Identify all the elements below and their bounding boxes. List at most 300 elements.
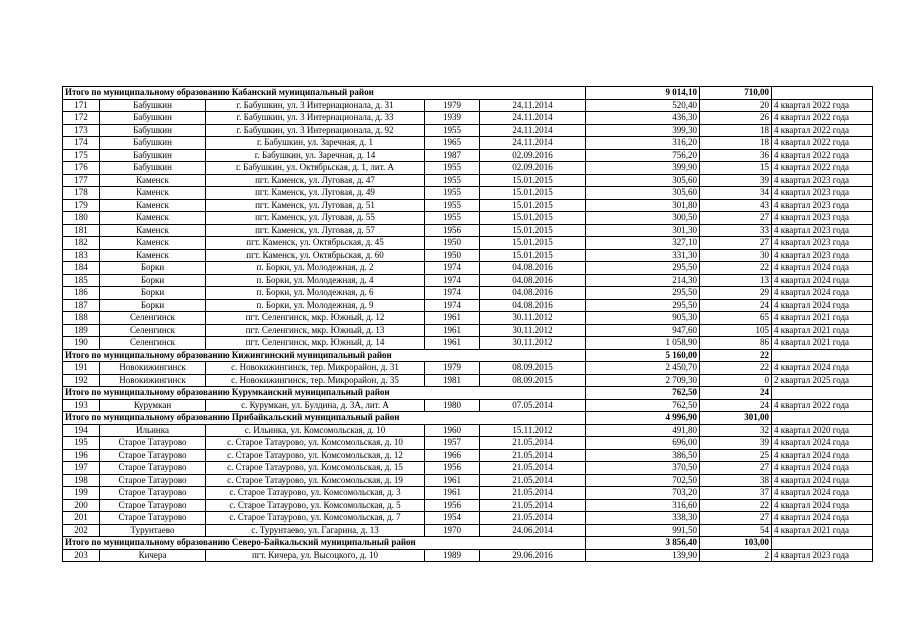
row-number-cell: 189 [63,324,100,337]
residents-cell: 86 [700,337,772,350]
settlement-cell: Ильинка [100,424,206,437]
row-number-cell: 192 [63,374,100,387]
recognition-date-cell: 30.11.2012 [480,312,586,325]
build-year-cell: 1961 [425,312,480,325]
empty-cell [772,412,873,425]
settlement-cell: Старое Татаурово [100,474,206,487]
planned-term-cell: 4 квартал 2022 года [772,137,873,150]
area-cell: 300,50 [586,212,700,225]
table-row [63,324,873,337]
build-year-cell: 1957 [425,437,480,450]
district-total-label: Итого по муниципальному образованию Кижингинский муниципальный район [63,349,586,362]
recognition-date-cell: 07.05.2014 [480,399,586,412]
settlement-cell: Каменск [100,237,206,250]
residents-cell: 36 [700,149,772,162]
build-year-cell: 1961 [425,474,480,487]
table-row [63,124,873,137]
area-cell: 2 450,70 [586,362,700,375]
address-cell: пгт. Каменск, ул. Октябрьская, д. 60 [206,249,425,262]
build-year-cell: 1974 [425,262,480,275]
residents-cell: 13 [700,274,772,287]
residents-cell: 29 [700,287,772,300]
planned-term-cell: 4 квартал 2023 года [772,187,873,200]
row-number-cell: 179 [63,199,100,212]
table-row [63,374,873,387]
row-number-cell: 197 [63,462,100,475]
settlement-cell: Бабушкин [100,149,206,162]
build-year-cell: 1956 [425,462,480,475]
area-cell: 756,20 [586,149,700,162]
area-cell: 762,50 [586,399,700,412]
table-row [63,312,873,325]
address-cell: г. Бабушкин, ул. 3 Интернационала, д. 92 [206,124,425,137]
recognition-date-cell: 21.05.2014 [480,462,586,475]
recognition-date-cell: 24.11.2014 [480,112,586,125]
row-number-cell: 193 [63,399,100,412]
area-cell: 399,90 [586,162,700,175]
planned-term-cell: 4 квартал 2023 года [772,549,873,562]
recognition-date-cell: 24.06.2014 [480,524,586,537]
planned-term-cell: 4 квартал 2024 года [772,462,873,475]
residents-cell: 20 [700,99,772,112]
build-year-cell: 1955 [425,174,480,187]
total-residents-cell: 24 [700,387,772,400]
address-cell: с. Старое Татаурово, ул. Комсомольская, д. 15 [206,462,425,475]
row-number-cell: 181 [63,224,100,237]
build-year-cell: 1966 [425,449,480,462]
row-number-cell: 203 [63,549,100,562]
housing-resettlement-table [62,86,873,562]
recognition-date-cell: 15.01.2015 [480,224,586,237]
area-cell: 295,50 [586,299,700,312]
recognition-date-cell: 04.08.2016 [480,274,586,287]
planned-term-cell: 4 квартал 2023 года [772,212,873,225]
row-number-cell: 178 [63,187,100,200]
table-row [63,112,873,125]
recognition-date-cell: 24.11.2014 [480,99,586,112]
residents-cell: 25 [700,449,772,462]
table-row [63,399,873,412]
area-cell: 139,90 [586,549,700,562]
row-number-cell: 195 [63,437,100,450]
planned-term-cell: 4 квартал 2022 года [772,99,873,112]
address-cell: с. Старое Татаурово, ул. Комсомольская, д. 12 [206,449,425,462]
table-row [63,149,873,162]
planned-term-cell: 4 квартал 2024 года [772,437,873,450]
planned-term-cell: 4 квартал 2024 года [772,512,873,525]
planned-term-cell: 4 квартал 2022 года [772,399,873,412]
residents-cell: 39 [700,437,772,450]
recognition-date-cell: 08.09.2015 [480,362,586,375]
area-cell: 301,30 [586,224,700,237]
area-cell: 2 709,30 [586,374,700,387]
recognition-date-cell: 08.09.2015 [480,374,586,387]
build-year-cell: 1955 [425,162,480,175]
residents-cell: 22 [700,362,772,375]
address-cell: пгт. Селенгинск, мкр. Южный, д. 12 [206,312,425,325]
planned-term-cell: 4 квартал 2021 года [772,324,873,337]
table-row [63,137,873,150]
recognition-date-cell: 15.01.2015 [480,199,586,212]
build-year-cell: 1974 [425,287,480,300]
planned-term-cell: 4 квартал 2024 года [772,362,873,375]
planned-term-cell: 4 квартал 2022 года [772,124,873,137]
area-cell: 301,80 [586,199,700,212]
residents-cell: 2 [700,549,772,562]
planned-term-cell: 4 квартал 2023 года [772,199,873,212]
address-cell: пгт. Селенгинск, мкр. Южный, д. 13 [206,324,425,337]
empty-cell [772,349,873,362]
table-row [63,287,873,300]
settlement-cell: Каменск [100,224,206,237]
table-row [63,237,873,250]
row-number-cell: 184 [63,262,100,275]
table-row [63,199,873,212]
build-year-cell: 1974 [425,299,480,312]
row-number-cell: 191 [63,362,100,375]
planned-term-cell: 4 квартал 2022 года [772,162,873,175]
recognition-date-cell: 21.05.2014 [480,499,586,512]
address-cell: пгт. Каменск, ул. Луговая, д. 51 [206,199,425,212]
table-row [63,212,873,225]
area-cell: 316,20 [586,137,700,150]
table-row [63,362,873,375]
table-row [63,524,873,537]
row-number-cell: 174 [63,137,100,150]
build-year-cell: 1950 [425,237,480,250]
build-year-cell: 1979 [425,362,480,375]
settlement-cell: Старое Татаурово [100,449,206,462]
planned-term-cell: 4 квартал 2021 года [772,524,873,537]
row-number-cell: 196 [63,449,100,462]
settlement-cell: Каменск [100,174,206,187]
recognition-date-cell: 02.09.2016 [480,162,586,175]
table-row [63,424,873,437]
table-row [63,512,873,525]
planned-term-cell: 4 квартал 2024 года [772,499,873,512]
empty-cell [772,537,873,550]
row-number-cell: 199 [63,487,100,500]
district-total-label: Итого по муниципальному образованию Северо-Байкальский муниципальный район [63,537,586,550]
recognition-date-cell: 24.11.2014 [480,137,586,150]
residents-cell: 27 [700,462,772,475]
settlement-cell: Борки [100,274,206,287]
table-row [63,174,873,187]
build-year-cell: 1961 [425,487,480,500]
district-total-row [63,412,873,425]
residents-cell: 43 [700,199,772,212]
address-cell: с. Новокижингинск, тер. Микрорайон, д. 35 [206,374,425,387]
settlement-cell: Бабушкин [100,112,206,125]
address-cell: пгт. Каменск, ул. Октябрьская, д. 45 [206,237,425,250]
total-area-cell: 3 856,40 [586,537,700,550]
build-year-cell: 1950 [425,249,480,262]
recognition-date-cell: 21.05.2014 [480,474,586,487]
build-year-cell: 1961 [425,324,480,337]
table-row [63,337,873,350]
recognition-date-cell: 21.05.2014 [480,512,586,525]
build-year-cell: 1956 [425,224,480,237]
row-number-cell: 185 [63,274,100,287]
planned-term-cell: 4 квартал 2023 года [772,174,873,187]
recognition-date-cell: 29.06.2016 [480,549,586,562]
total-area-cell: 5 160,00 [586,349,700,362]
recognition-date-cell: 24.11.2014 [480,124,586,137]
recognition-date-cell: 15.01.2015 [480,212,586,225]
table-row [63,437,873,450]
total-area-cell: 9 014,10 [586,87,700,100]
recognition-date-cell: 21.05.2014 [480,487,586,500]
residents-cell: 32 [700,424,772,437]
settlement-cell: Новокижингинск [100,362,206,375]
address-cell: пгт. Каменск, ул. Луговая, д. 47 [206,174,425,187]
total-residents-cell: 103,00 [700,537,772,550]
recognition-date-cell: 04.08.2016 [480,262,586,275]
address-cell: с. Курумкан, ул. Булдина, д. 3А, лит. А [206,399,425,412]
residents-cell: 15 [700,162,772,175]
residents-cell: 105 [700,324,772,337]
build-year-cell: 1955 [425,124,480,137]
recognition-date-cell: 30.11.2012 [480,337,586,350]
area-cell: 436,30 [586,112,700,125]
area-cell: 327,10 [586,237,700,250]
residents-cell: 0 [700,374,772,387]
district-total-label: Итого по муниципальному образованию Прибайкальский муниципальный район [63,412,586,425]
recognition-date-cell: 15.01.2015 [480,237,586,250]
table-row [63,487,873,500]
area-cell: 947,60 [586,324,700,337]
planned-term-cell: 2 квартал 2025 года [772,374,873,387]
address-cell: пгт. Каменск, ул. Луговая, д. 55 [206,212,425,225]
table-row [63,187,873,200]
row-number-cell: 175 [63,149,100,162]
address-cell: с. Старое Татаурово, ул. Комсомольская, д. 7 [206,512,425,525]
address-cell: с. Старое Татаурово, ул. Комсомольская, д. 3 [206,487,425,500]
settlement-cell: Селенгинск [100,324,206,337]
total-residents-cell: 22 [700,349,772,362]
residents-cell: 22 [700,262,772,275]
area-cell: 331,30 [586,249,700,262]
planned-term-cell: 4 квартал 2024 года [772,449,873,462]
settlement-cell: Старое Татаурово [100,437,206,450]
empty-cell [772,87,873,100]
recognition-date-cell: 04.08.2016 [480,299,586,312]
table-row [63,99,873,112]
district-total-label: Итого по муниципальному образованию Курумканский муниципальный район [63,387,586,400]
district-total-row [63,87,873,100]
area-cell: 520,40 [586,99,700,112]
table-row [63,462,873,475]
planned-term-cell: 4 квартал 2023 года [772,237,873,250]
build-year-cell: 1939 [425,112,480,125]
residents-cell: 24 [700,299,772,312]
area-cell: 316,60 [586,499,700,512]
recognition-date-cell: 30.11.2012 [480,324,586,337]
recognition-date-cell: 04.08.2016 [480,287,586,300]
row-number-cell: 202 [63,524,100,537]
build-year-cell: 1955 [425,212,480,225]
table-row [63,162,873,175]
settlement-cell: Курумкан [100,399,206,412]
settlement-cell: Каменск [100,199,206,212]
table-row [63,262,873,275]
table-row [63,474,873,487]
settlement-cell: Бабушкин [100,99,206,112]
table-row [63,274,873,287]
row-number-cell: 200 [63,499,100,512]
recognition-date-cell: 21.05.2014 [480,437,586,450]
settlement-cell: Старое Татаурово [100,462,206,475]
build-year-cell: 1956 [425,499,480,512]
residents-cell: 37 [700,487,772,500]
address-cell: пгт. Кичера, ул. Высоцкого, д. 10 [206,549,425,562]
area-cell: 338,30 [586,512,700,525]
settlement-cell: Борки [100,287,206,300]
planned-term-cell: 4 квартал 2021 года [772,337,873,350]
planned-term-cell: 4 квартал 2021 года [772,312,873,325]
build-year-cell: 1980 [425,399,480,412]
settlement-cell: Селенгинск [100,337,206,350]
address-cell: пгт. Селенгинск, мкр. Южный, д. 14 [206,337,425,350]
table-row [63,549,873,562]
district-total-row [63,387,873,400]
row-number-cell: 198 [63,474,100,487]
empty-cell [772,387,873,400]
area-cell: 305,60 [586,187,700,200]
planned-term-cell: 4 квартал 2023 года [772,249,873,262]
address-cell: с. Старое Татаурово, ул. Комсомольская, д. 19 [206,474,425,487]
total-residents-cell: 710,00 [700,87,772,100]
residents-cell: 65 [700,312,772,325]
area-cell: 214,30 [586,274,700,287]
build-year-cell: 1974 [425,274,480,287]
settlement-cell: Борки [100,262,206,275]
planned-term-cell: 4 квартал 2023 года [772,224,873,237]
row-number-cell: 172 [63,112,100,125]
settlement-cell: Старое Татаурово [100,487,206,500]
settlement-cell: Бабушкин [100,162,206,175]
settlement-cell: Новокижингинск [100,374,206,387]
address-cell: с. Ильинка, ул. Комсомольская, д. 10 [206,424,425,437]
table-row [63,499,873,512]
row-number-cell: 201 [63,512,100,525]
area-cell: 696,00 [586,437,700,450]
planned-term-cell: 4 квартал 2022 года [772,149,873,162]
address-cell: п. Борки, ул. Молодежная, д. 4 [206,274,425,287]
district-total-row [63,349,873,362]
address-cell: с. Старое Татаурово, ул. Комсомольская, д. 10 [206,437,425,450]
row-number-cell: 183 [63,249,100,262]
residents-cell: 24 [700,399,772,412]
row-number-cell: 190 [63,337,100,350]
row-number-cell: 187 [63,299,100,312]
row-number-cell: 180 [63,212,100,225]
planned-term-cell: 4 квартал 2020 года [772,424,873,437]
residents-cell: 27 [700,212,772,225]
residents-cell: 27 [700,512,772,525]
residents-cell: 38 [700,474,772,487]
district-total-row [63,537,873,550]
area-cell: 295,50 [586,287,700,300]
area-cell: 703,20 [586,487,700,500]
residents-cell: 39 [700,174,772,187]
build-year-cell: 1981 [425,374,480,387]
build-year-cell: 1955 [425,199,480,212]
total-residents-cell: 301,00 [700,412,772,425]
row-number-cell: 194 [63,424,100,437]
settlement-cell: Старое Татаурово [100,512,206,525]
area-cell: 1 058,90 [586,337,700,350]
planned-term-cell: 4 квартал 2022 года [772,112,873,125]
recognition-date-cell: 15.11.2012 [480,424,586,437]
build-year-cell: 1961 [425,337,480,350]
table-row [63,299,873,312]
row-number-cell: 176 [63,162,100,175]
residents-cell: 22 [700,499,772,512]
table-row [63,449,873,462]
address-cell: с. Старое Татаурово, ул. Комсомольская, д. 5 [206,499,425,512]
area-cell: 491,80 [586,424,700,437]
address-cell: пгт. Каменск, ул. Луговая, д. 57 [206,224,425,237]
area-cell: 295,50 [586,262,700,275]
row-number-cell: 173 [63,124,100,137]
residents-cell: 54 [700,524,772,537]
row-number-cell: 171 [63,99,100,112]
address-cell: с. Турунтаево, ул. Гагарина, д. 13 [206,524,425,537]
address-cell: п. Борки, ул. Молодежная, д. 9 [206,299,425,312]
address-cell: г. Бабушкин, ул. Октябрьская, д. 1, лит. А [206,162,425,175]
settlement-cell: Каменск [100,212,206,225]
settlement-cell: Каменск [100,187,206,200]
build-year-cell: 1965 [425,137,480,150]
planned-term-cell: 4 квартал 2024 года [772,299,873,312]
settlement-cell: Бабушкин [100,124,206,137]
address-cell: г. Бабушкин, ул. 3 Интернационала, д. 31 [206,99,425,112]
row-number-cell: 182 [63,237,100,250]
build-year-cell: 1955 [425,187,480,200]
planned-term-cell: 4 квартал 2024 года [772,262,873,275]
total-area-cell: 762,50 [586,387,700,400]
area-cell: 305,60 [586,174,700,187]
table-row [63,224,873,237]
residents-cell: 33 [700,224,772,237]
build-year-cell: 1987 [425,149,480,162]
planned-term-cell: 4 квартал 2024 года [772,487,873,500]
address-cell: п. Борки, ул. Молодежная, д. 6 [206,287,425,300]
total-area-cell: 4 996,90 [586,412,700,425]
recognition-date-cell: 15.01.2015 [480,174,586,187]
address-cell: пгт. Каменск, ул. Луговая, д. 49 [206,187,425,200]
area-cell: 991,50 [586,524,700,537]
area-cell: 386,50 [586,449,700,462]
settlement-cell: Борки [100,299,206,312]
build-year-cell: 1989 [425,549,480,562]
residents-cell: 27 [700,237,772,250]
settlement-cell: Турунтаево [100,524,206,537]
settlement-cell: Селенгинск [100,312,206,325]
settlement-cell: Кичера [100,549,206,562]
address-cell: г. Бабушкин, ул. 3 Интернационала, д. 33 [206,112,425,125]
table-row [63,249,873,262]
district-total-label: Итого по муниципальному образованию Кабанский муниципальный район [63,87,586,100]
planned-term-cell: 4 квартал 2024 года [772,287,873,300]
planned-term-cell: 4 квартал 2024 года [772,474,873,487]
area-cell: 702,50 [586,474,700,487]
row-number-cell: 177 [63,174,100,187]
row-number-cell: 186 [63,287,100,300]
residents-cell: 34 [700,187,772,200]
recognition-date-cell: 15.01.2015 [480,187,586,200]
